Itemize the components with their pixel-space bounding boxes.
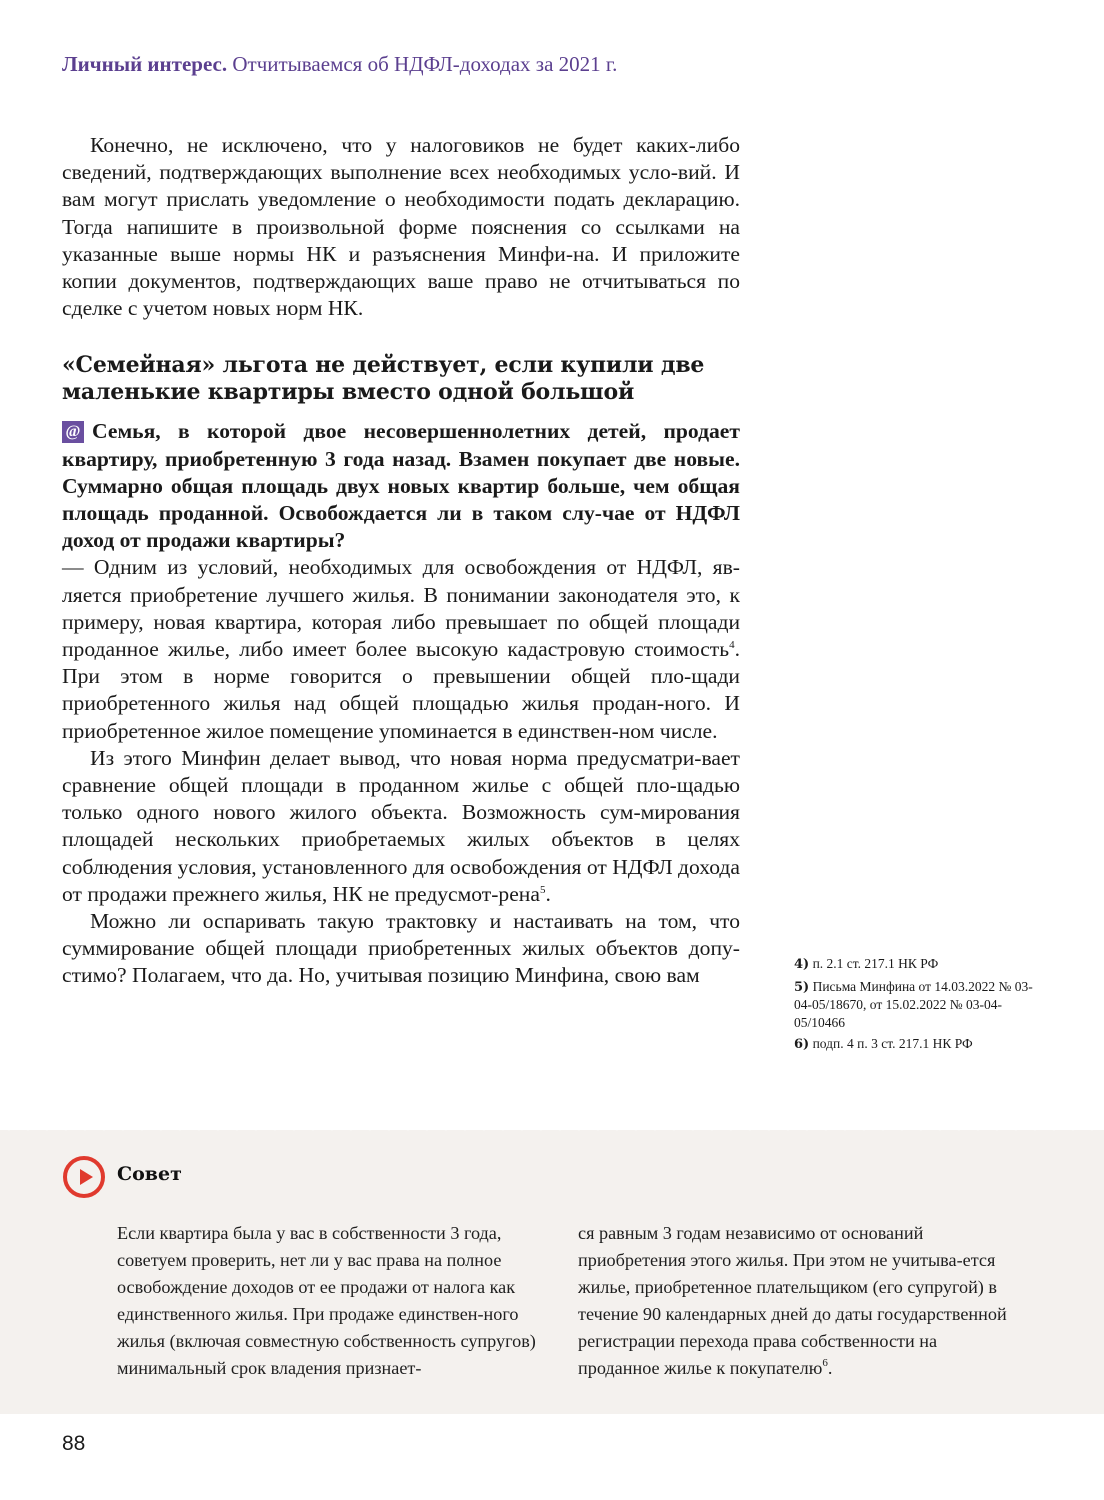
footnote-6 (794, 1035, 1034, 1054)
tip-box (0, 1130, 1104, 1414)
footnote-ref-4[interactable]: 4 (729, 639, 735, 652)
footnote-ref-5[interactable]: 5 (539, 883, 546, 896)
page-number: 88 (62, 1432, 86, 1455)
play-circle-icon (63, 1156, 105, 1198)
footnote-text: подп. 4 п. 3 ст. 217.1 НК РФ (812, 1036, 973, 1051)
main-column (62, 132, 740, 990)
footnote-number: 5) (794, 979, 810, 995)
footnote-text: п. 2.1 ст. 217.1 НК РФ (812, 956, 939, 971)
answer-text: . При этом в норме говорится о превышении общей пло-щади приобретенного жилья над общей площадью жилья продан-ного. И приобретенное жилое помещение упоминается в единствен-ном числе. (62, 637, 740, 743)
footnote-5 (794, 978, 1034, 1032)
answer-text: Из этого Минфин делает вывод, что новая норма предусматри-вает сравнение общей площади в проданном жилье с общей пло-щадью только одного нового жилого объекта. Возможность сум-мирования площадей нескольких приобретаемых жилых объектов в целях соблюдения условия, установленного для освобождения от НДФЛ дохода от продажи прежнего жилья, НК не предусмот-рена (62, 745, 740, 906)
answer-paragraph-2 (62, 745, 740, 908)
tip-text: . (827, 1358, 833, 1378)
footnote-text: Письма Минфина от 14.03.2022 № 03-04-05/18670, от 15.02.2022 № 03-04-05/10466 (794, 978, 1033, 1030)
answer-text: . (545, 881, 551, 906)
footnotes (794, 955, 1034, 1058)
question-paragraph (62, 418, 740, 554)
running-head-section: Личный интерес. (62, 52, 228, 76)
answer-text: — Одним из условий, необходимых для освобождения от НДФЛ, яв-ляется приобретение лучшего жилья. В понимании законодателя это, к примеру, новая квартира, которая либо превышает по общей площади проданное жилье, либо имеет более высокую кадастровую стоимость (62, 555, 740, 662)
question-text: Семья, в которой двое несовершеннолетних детей, продает квартиру, приобретенную 3 года назад. Взамен покупает две новые. Суммарно общая площадь двух новых квартир больше, чем общая площадь проданной. Освобождается ли в таком слу-чае от НДФЛ доход от продажи квартиры? (62, 419, 740, 553)
tip-title: Совет (117, 1163, 182, 1185)
section-heading: «Семейная» льгота не действует, если купили две маленькие квартиры вместо одной большой (62, 352, 705, 406)
footnote-4 (794, 955, 1034, 974)
question-at-icon: @ (62, 421, 84, 443)
running-head-title: Отчитываемся об НДФЛ-доходах за 2021 г. (232, 52, 618, 76)
footnote-ref-6[interactable]: 6 (822, 1357, 828, 1369)
tip-box-wavy-edge (0, 1126, 1104, 1134)
answer-paragraph-3: Можно ли оспаривать такую трактовку и настаивать на том, что суммирование общей площади приобретенных жилых объектов допу-стимо? Полагаем, что да. Но, учитывая позицию Минфина, свою вам (62, 909, 740, 988)
tip-text-right (578, 1220, 1018, 1382)
footnote-number: 6) (794, 1037, 810, 1052)
tip-text: ся равным 3 годам независимо от оснований приобретения этого жилья. При этом не учитыва-ется жилье, приобретенное плательщиком (его супругой) в течение 90 календарных дней до даты государственной регистрации перехода права собственности на проданное жилье к покупателю (578, 1223, 1007, 1378)
footnote-number: 4) (794, 957, 810, 972)
answer-paragraph-1 (62, 554, 740, 744)
tip-text-left: Если квартира была у вас в собственности 3 года, советуем проверить, нет ли у вас права на полное освобождение доходов от ее продажи от налога как единственного жилья. При продаже единствен-ного жилья (включая совместную собственность супругов) минимальный срок владения признает- (117, 1223, 536, 1378)
running-head (62, 52, 617, 77)
intro-paragraph: Конечно, не исключено, что у налоговиков не будет каких-либо сведений, подтверждающих выполнение всех необходимых усло-вий. И вам могут прислать уведомление о необходимости подать декларацию. Тогда напишите в произвольной форме пояснения со ссылками на указанные выше нормы НК и разъяснения Минфи-на. И приложите копии документов, подтверждающих ваше право не отчитываться по сделке с учетом новых норм НК. (62, 133, 740, 321)
